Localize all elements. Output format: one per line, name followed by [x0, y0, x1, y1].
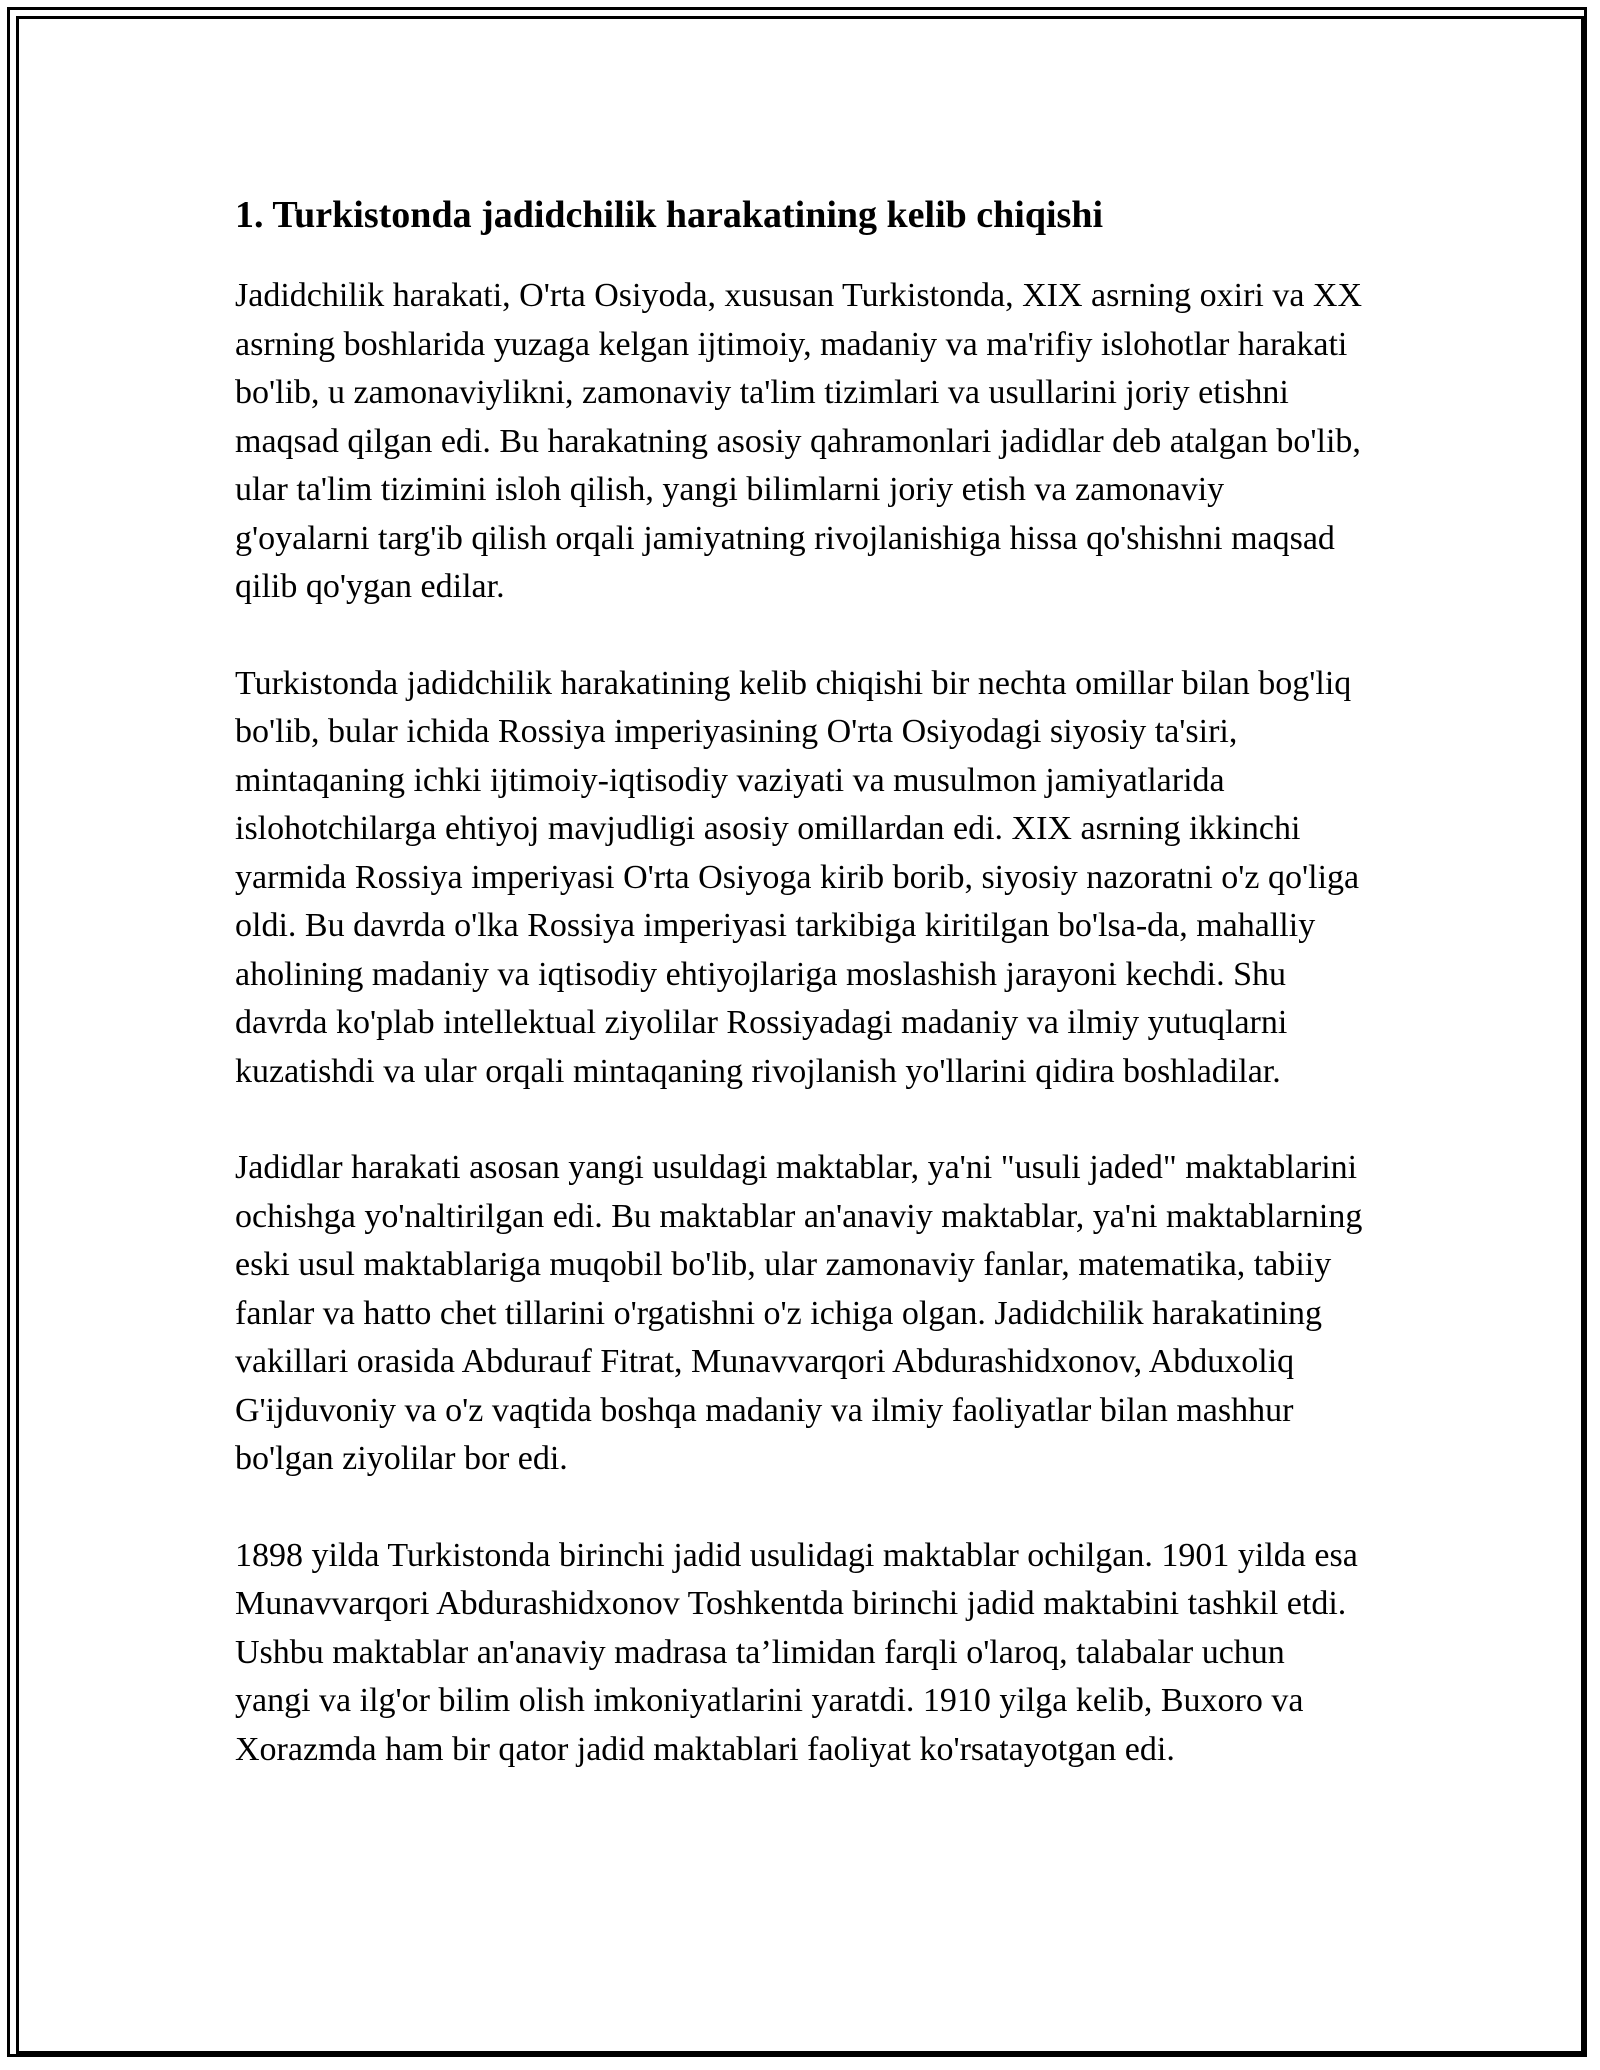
paragraph-3: Jadidlar harakati asosan yangi usuldagi maktablar, ya'ni "usuli jaded" maktablarini ochishga yo'naltirilgan edi. Bu maktablar an'anaviy maktablar, ya'ni maktablarning eski usul maktablariga muqobil bo'lib, ular zamonaviy fanlar, matematika, tabiiy fanlar va hatto chet tillarini o'rgatishni o'z ichiga olgan. Jadidchilik harakatining vakillari orasida Abdurauf Fitrat, Munavvarqori Abdurashidxonov, Abduxoliq G'ijduvoniy va o'z vaqtida boshqa madaniy va ilmiy faoliyatlar bilan mashhur bo'lgan ziyolilar bor edi.: [235, 1149, 1363, 1477]
section-title: 1. Turkistonda jadidchilik harakatining kelib chiqishi: [235, 194, 1104, 236]
paragraph-1: Jadidchilik harakati, O'rta Osiyoda, xususan Turkistonda, XIX asrning oxiri va XX asrning boshlarida yuzaga kelgan ijtimoiy, madaniy va ma'rifiy islohotlar harakati bo'lib, u zamonaviylikni, zamonaviy ta'lim tizimlari va usullarini joriy etishni maqsad qilgan edi. Bu harakatning asosiy qahramonlari jadidlar deb atalgan bo'lib, ular ta'lim tizimini isloh qilish, yangi bilimlarni joriy etish va zamonaviy g'oyalarni targ'ib qilish orqali jamiyatning rivojlanishiga hissa qo'shishni maqsad qilib qo'ygan edilar.: [235, 277, 1363, 605]
paragraph-4: 1898 yilda Turkistonda birinchi jadid usulidagi maktablar ochilgan. 1901 yilda esa Munavvarqori Abdurashidxonov Toshkentda birinchi jadid maktabini tashkil etdi. Ushbu maktablar an'anaviy madrasa ta’limidan farqli o'laroq, talabalar uchun yangi va ilg'or bilim olish imkoniyatlarini yaratdi. 1910 yilga kelib, Buxoro va Xorazmda ham bir qator jadid maktablari faoliyat ko'rsatayotgan edi.: [235, 1536, 1358, 1768]
document-body: [235, 184, 1365, 1822]
paragraph-2: Turkistonda jadidchilik harakatining kelib chiqishi bir nechta omillar bilan bog'liq bo'lib, bular ichida Rossiya imperiyasining O'rta Osiyodagi siyosiy ta'siri, mintaqaning ichki ijtimoiy-iqtisodiy vaziyati va musulmon jamiyatlarida islohotchilarga ehtiyoj mavjudligi asosiy omillardan edi. XIX asrning ikkinchi yarmida Rossiya imperiyasi O'rta Osiyoga kirib borib, siyosiy nazoratni o'z qo'liga oldi. Bu davrda o'lka Rossiya imperiyasi tarkibiga kiritilgan bo'lsa-da, mahalliy aholining madaniy va iqtisodiy ehtiyojlariga moslashish jarayoni kechdi. Shu davrda ko'plab intellektual ziyolilar Rossiyadagi madaniy va ilmiy yutuqlarni kuzatishdi va ular orqali mintaqaning rivojlanish yo'llarini qidira boshladilar.: [235, 664, 1360, 1090]
